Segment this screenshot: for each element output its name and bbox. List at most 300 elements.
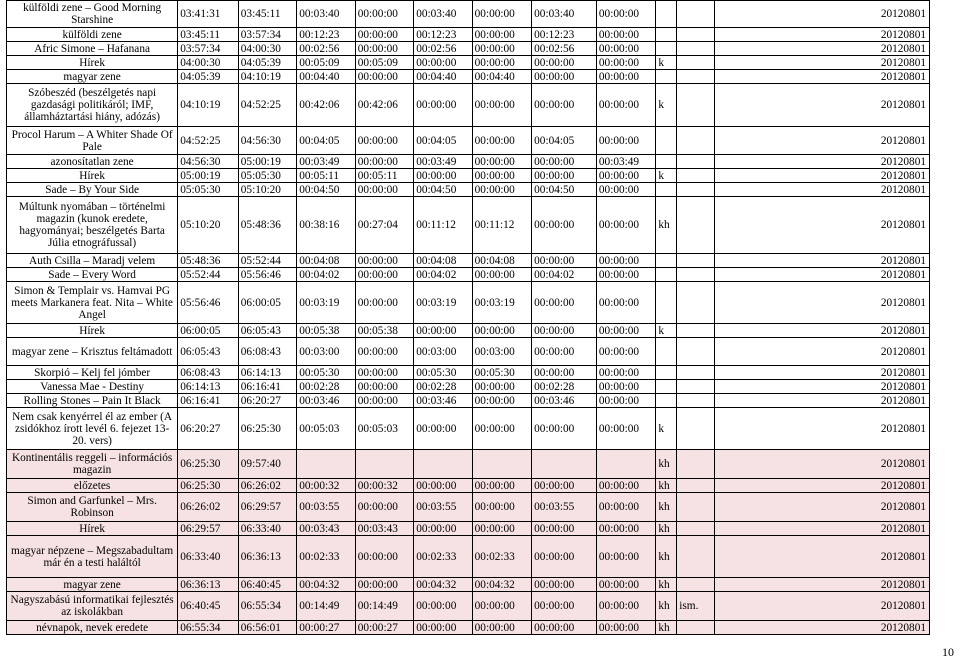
foreign-music-cell: 00:04:50: [532, 183, 597, 197]
duration-cell: 00:03:00: [297, 338, 355, 366]
table-row: [7, 84, 930, 127]
program-title-cell: Hírek: [7, 522, 178, 536]
foreign-music-cell: 00:00:00: [532, 578, 597, 592]
end-time-cell: 06:20:27: [238, 394, 296, 408]
program-title-cell: Sade – By Your Side: [7, 183, 178, 197]
speech-time-cell: 00:14:49: [355, 592, 413, 621]
page-number: 10: [942, 645, 954, 659]
unidentified-music-cell: 00:00:00: [596, 282, 656, 324]
table-row: [7, 324, 930, 338]
speech-time-cell: 00:00:00: [355, 70, 413, 84]
program-title-cell: névnapok, nevek eredete: [7, 621, 178, 635]
hungarian-music-cell: 00:04:40: [472, 70, 532, 84]
foreign-music-cell: 00:12:23: [532, 28, 597, 42]
broadcast-date-cell: 20120801: [714, 592, 929, 621]
start-time-cell: 06:20:27: [178, 408, 239, 450]
table-row: [7, 578, 930, 592]
category-flag-cell: kh: [656, 621, 677, 635]
duration-cell: 00:03:49: [297, 155, 355, 169]
start-time-cell: 05:05:30: [178, 183, 239, 197]
note-cell: [677, 197, 715, 254]
note-cell: [677, 408, 715, 450]
note-cell: [677, 493, 715, 522]
category-flag-cell: kh: [656, 592, 677, 621]
unidentified-music-cell: 00:00:00: [596, 183, 656, 197]
program-title-cell: Rolling Stones – Pain It Black: [7, 394, 178, 408]
hungarian-music-cell: 00:00:00: [472, 155, 532, 169]
hungarian-music-cell: 00:00:00: [472, 127, 532, 155]
speech-time-cell: 00:00:00: [355, 127, 413, 155]
end-time-cell: 03:57:34: [238, 28, 296, 42]
hungarian-music-cell: 00:00:00: [472, 394, 532, 408]
program-title-cell: Procol Harum – A Whiter Shade Of Pale: [7, 127, 178, 155]
program-title-cell: magyar zene: [7, 578, 178, 592]
start-time-cell: 06:25:30: [178, 450, 239, 479]
program-title-cell: azonosítatlan zene: [7, 155, 178, 169]
duration-cell: 00:42:06: [297, 84, 355, 127]
category-flag-cell: kh: [656, 578, 677, 592]
end-time-cell: 06:36:13: [238, 536, 296, 578]
unidentified-music-cell: 00:03:49: [596, 155, 656, 169]
category-flag-cell: kh: [656, 536, 677, 578]
category-flag-cell: kh: [656, 450, 677, 479]
music-time-cell: 00:00:00: [414, 169, 472, 183]
note-cell: [677, 621, 715, 635]
start-time-cell: 06:14:13: [178, 380, 239, 394]
start-time-cell: 05:56:46: [178, 282, 239, 324]
unidentified-music-cell: 00:00:00: [596, 536, 656, 578]
broadcast-date-cell: 20120801: [714, 282, 929, 324]
program-title-cell: magyar zene – Krisztus feltámadott: [7, 338, 178, 366]
music-time-cell: 00:00:00: [414, 56, 472, 70]
duration-cell: 00:05:09: [297, 56, 355, 70]
table-row: [7, 70, 930, 84]
table-row: [7, 56, 930, 70]
duration-cell: 00:03:43: [297, 522, 355, 536]
category-flag-cell: [656, 254, 677, 268]
note-cell: ism.: [677, 592, 715, 621]
end-time-cell: 05:48:36: [238, 197, 296, 254]
hungarian-music-cell: 00:02:33: [472, 536, 532, 578]
hungarian-music-cell: 00:00:00: [472, 522, 532, 536]
unidentified-music-cell: 00:00:00: [596, 268, 656, 282]
unidentified-music-cell: 00:00:00: [596, 338, 656, 366]
program-title-cell: Auth Csilla – Maradj velem: [7, 254, 178, 268]
foreign-music-cell: 00:00:00: [532, 408, 597, 450]
note-cell: [677, 155, 715, 169]
music-time-cell: 00:00:00: [414, 408, 472, 450]
unidentified-music-cell: 00:00:00: [596, 254, 656, 268]
start-time-cell: 06:25:30: [178, 479, 239, 493]
speech-time-cell: 00:00:00: [355, 493, 413, 522]
duration-cell: 00:04:32: [297, 578, 355, 592]
note-cell: [677, 380, 715, 394]
music-time-cell: 00:00:00: [414, 522, 472, 536]
category-flag-cell: kh: [656, 479, 677, 493]
note-cell: [677, 84, 715, 127]
start-time-cell: 06:16:41: [178, 394, 239, 408]
foreign-music-cell: 00:03:46: [532, 394, 597, 408]
start-time-cell: 03:41:31: [178, 1, 239, 28]
program-title-cell: Nagyszabású informatikai fejlesztés az iskolákban: [7, 592, 178, 621]
table-row: [7, 282, 930, 324]
program-title-cell: külföldi zene: [7, 28, 178, 42]
hungarian-music-cell: 00:00:00: [472, 84, 532, 127]
end-time-cell: 04:00:30: [238, 42, 296, 56]
broadcast-date-cell: 20120801: [714, 84, 929, 127]
speech-time-cell: 00:05:03: [355, 408, 413, 450]
hungarian-music-cell: 00:04:32: [472, 578, 532, 592]
unidentified-music-cell: 00:00:00: [596, 522, 656, 536]
broadcast-date-cell: 20120801: [714, 366, 929, 380]
foreign-music-cell: 00:03:40: [532, 1, 597, 28]
start-time-cell: 06:33:40: [178, 536, 239, 578]
start-time-cell: 06:40:45: [178, 592, 239, 621]
foreign-music-cell: 00:00:00: [532, 338, 597, 366]
table-row: [7, 493, 930, 522]
foreign-music-cell: 00:03:55: [532, 493, 597, 522]
speech-time-cell: 00:00:00: [355, 394, 413, 408]
note-cell: [677, 450, 715, 479]
start-time-cell: 05:48:36: [178, 254, 239, 268]
broadcast-date-cell: 20120801: [714, 42, 929, 56]
table-row: [7, 1, 930, 28]
music-time-cell: 00:03:19: [414, 282, 472, 324]
hungarian-music-cell: 00:00:00: [472, 28, 532, 42]
foreign-music-cell: 00:00:00: [532, 324, 597, 338]
broadcast-date-cell: 20120801: [714, 127, 929, 155]
hungarian-music-cell: 00:00:00: [472, 380, 532, 394]
category-flag-cell: k: [656, 84, 677, 127]
foreign-music-cell: 00:00:00: [532, 522, 597, 536]
end-time-cell: 06:16:41: [238, 380, 296, 394]
category-flag-cell: [656, 268, 677, 282]
hungarian-music-cell: 00:03:00: [472, 338, 532, 366]
end-time-cell: 04:52:25: [238, 84, 296, 127]
note-cell: [677, 28, 715, 42]
duration-cell: 00:02:56: [297, 42, 355, 56]
start-time-cell: 03:45:11: [178, 28, 239, 42]
duration-cell: 00:00:32: [297, 479, 355, 493]
duration-cell: 00:02:33: [297, 536, 355, 578]
category-flag-cell: [656, 380, 677, 394]
broadcast-date-cell: 20120801: [714, 70, 929, 84]
unidentified-music-cell: 00:00:00: [596, 42, 656, 56]
unidentified-music-cell: 00:00:00: [596, 380, 656, 394]
duration-cell: 00:04:02: [297, 268, 355, 282]
foreign-music-cell: 00:04:02: [532, 268, 597, 282]
table-row: [7, 380, 930, 394]
foreign-music-cell: [532, 450, 597, 479]
speech-time-cell: 00:00:00: [355, 28, 413, 42]
speech-time-cell: 00:05:38: [355, 324, 413, 338]
category-flag-cell: kh: [656, 522, 677, 536]
broadcast-date-cell: 20120801: [714, 324, 929, 338]
music-time-cell: 00:03:55: [414, 493, 472, 522]
table-row: [7, 338, 930, 366]
start-time-cell: 04:05:39: [178, 70, 239, 84]
unidentified-music-cell: [596, 450, 656, 479]
category-flag-cell: [656, 394, 677, 408]
start-time-cell: 06:36:13: [178, 578, 239, 592]
speech-time-cell: 00:00:00: [355, 1, 413, 28]
start-time-cell: 06:26:02: [178, 493, 239, 522]
duration-cell: 00:03:19: [297, 282, 355, 324]
note-cell: [677, 183, 715, 197]
speech-time-cell: 00:00:00: [355, 536, 413, 578]
music-time-cell: 00:03:46: [414, 394, 472, 408]
broadcast-date-cell: 20120801: [714, 254, 929, 268]
hungarian-music-cell: 00:00:00: [472, 42, 532, 56]
category-flag-cell: [656, 183, 677, 197]
speech-time-cell: 00:00:00: [355, 268, 413, 282]
program-title-cell: magyar népzene – Megszabadultam már én a testi haláltól: [7, 536, 178, 578]
speech-time-cell: 00:00:27: [355, 621, 413, 635]
music-time-cell: 00:00:00: [414, 621, 472, 635]
end-time-cell: 06:33:40: [238, 522, 296, 536]
category-flag-cell: [656, 1, 677, 28]
music-time-cell: 00:04:08: [414, 254, 472, 268]
speech-time-cell: 00:00:00: [355, 380, 413, 394]
start-time-cell: 04:10:19: [178, 84, 239, 127]
music-time-cell: 00:03:40: [414, 1, 472, 28]
program-title-cell: Simon & Templair vs. Hamvai PG meets Markanera feat. Nita – White Angel: [7, 282, 178, 324]
program-title-cell: Skorpió – Kelj fel jómber: [7, 366, 178, 380]
music-time-cell: [414, 450, 472, 479]
table-row: [7, 592, 930, 621]
broadcast-date-cell: 20120801: [714, 155, 929, 169]
speech-time-cell: 00:00:00: [355, 155, 413, 169]
program-title-cell: előzetes: [7, 479, 178, 493]
hungarian-music-cell: 00:00:00: [472, 183, 532, 197]
end-time-cell: 06:14:13: [238, 366, 296, 380]
speech-time-cell: 00:00:32: [355, 479, 413, 493]
table-row: [7, 268, 930, 282]
foreign-music-cell: 00:00:00: [532, 70, 597, 84]
unidentified-music-cell: 00:00:00: [596, 324, 656, 338]
start-time-cell: 06:29:57: [178, 522, 239, 536]
speech-time-cell: 00:00:00: [355, 183, 413, 197]
table-row: [7, 394, 930, 408]
program-title-cell: Kontinentális reggeli – információs magazin: [7, 450, 178, 479]
table-row: [7, 450, 930, 479]
music-time-cell: 00:12:23: [414, 28, 472, 42]
speech-time-cell: 00:42:06: [355, 84, 413, 127]
duration-cell: 00:05:38: [297, 324, 355, 338]
program-title-cell: Szóbeszéd (beszélgetés napi gazdasági politikáról; IMF, államháztartási hiány, adózás): [7, 84, 178, 127]
hungarian-music-cell: 00:00:00: [472, 493, 532, 522]
music-time-cell: 00:00:00: [414, 324, 472, 338]
speech-time-cell: 00:00:00: [355, 282, 413, 324]
duration-cell: 00:03:46: [297, 394, 355, 408]
duration-cell: 00:05:03: [297, 408, 355, 450]
unidentified-music-cell: 00:00:00: [596, 70, 656, 84]
broadcast-date-cell: 20120801: [714, 28, 929, 42]
unidentified-music-cell: 00:00:00: [596, 592, 656, 621]
program-title-cell: Hírek: [7, 324, 178, 338]
unidentified-music-cell: 00:00:00: [596, 394, 656, 408]
hungarian-music-cell: 00:00:00: [472, 479, 532, 493]
broadcast-date-cell: 20120801: [714, 268, 929, 282]
foreign-music-cell: 00:00:00: [532, 84, 597, 127]
broadcast-date-cell: 20120801: [714, 450, 929, 479]
table-row: [7, 197, 930, 254]
hungarian-music-cell: 00:00:00: [472, 621, 532, 635]
duration-cell: 00:04:50: [297, 183, 355, 197]
unidentified-music-cell: 00:00:00: [596, 578, 656, 592]
category-flag-cell: [656, 338, 677, 366]
table-row: [7, 536, 930, 578]
category-flag-cell: k: [656, 408, 677, 450]
foreign-music-cell: 00:00:00: [532, 169, 597, 183]
end-time-cell: 04:56:30: [238, 127, 296, 155]
foreign-music-cell: 00:00:00: [532, 479, 597, 493]
unidentified-music-cell: 00:00:00: [596, 493, 656, 522]
hungarian-music-cell: 00:03:19: [472, 282, 532, 324]
note-cell: [677, 268, 715, 282]
speech-time-cell: 00:27:04: [355, 197, 413, 254]
foreign-music-cell: 00:00:00: [532, 254, 597, 268]
category-flag-cell: k: [656, 324, 677, 338]
unidentified-music-cell: 00:00:00: [596, 28, 656, 42]
duration-cell: 00:02:28: [297, 380, 355, 394]
category-flag-cell: [656, 70, 677, 84]
foreign-music-cell: 00:00:00: [532, 155, 597, 169]
speech-time-cell: 00:00:00: [355, 42, 413, 56]
foreign-music-cell: 00:00:00: [532, 536, 597, 578]
start-time-cell: 05:52:44: [178, 268, 239, 282]
foreign-music-cell: 00:04:05: [532, 127, 597, 155]
music-time-cell: 00:03:00: [414, 338, 472, 366]
note-cell: [677, 394, 715, 408]
note-cell: [677, 479, 715, 493]
hungarian-music-cell: 00:00:00: [472, 324, 532, 338]
music-time-cell: 00:00:00: [414, 479, 472, 493]
end-time-cell: 06:40:45: [238, 578, 296, 592]
category-flag-cell: [656, 155, 677, 169]
music-time-cell: 00:04:32: [414, 578, 472, 592]
program-title-cell: Sade – Every Word: [7, 268, 178, 282]
program-title-cell: külföldi zene – Good Morning Starshine: [7, 1, 178, 28]
table-row: [7, 127, 930, 155]
speech-time-cell: 00:00:00: [355, 578, 413, 592]
table-row: [7, 366, 930, 380]
end-time-cell: 06:08:43: [238, 338, 296, 366]
end-time-cell: 05:56:46: [238, 268, 296, 282]
broadcast-date-cell: 20120801: [714, 493, 929, 522]
table-row: [7, 522, 930, 536]
category-flag-cell: kh: [656, 197, 677, 254]
unidentified-music-cell: 00:00:00: [596, 127, 656, 155]
table-row: [7, 254, 930, 268]
end-time-cell: 06:00:05: [238, 282, 296, 324]
broadcast-date-cell: 20120801: [714, 408, 929, 450]
broadcast-date-cell: 20120801: [714, 56, 929, 70]
hungarian-music-cell: 00:00:00: [472, 592, 532, 621]
start-time-cell: 06:08:43: [178, 366, 239, 380]
program-title-cell: Simon and Garfunkel – Mrs. Robinson: [7, 493, 178, 522]
broadcast-date-cell: 20120801: [714, 536, 929, 578]
table-row: [7, 621, 930, 635]
program-title-cell: Afric Simone – Hafanana: [7, 42, 178, 56]
hungarian-music-cell: 00:11:12: [472, 197, 532, 254]
hungarian-music-cell: [472, 450, 532, 479]
music-time-cell: 00:02:33: [414, 536, 472, 578]
broadcast-date-cell: 20120801: [714, 197, 929, 254]
start-time-cell: 04:52:25: [178, 127, 239, 155]
category-flag-cell: [656, 127, 677, 155]
duration-cell: 00:38:16: [297, 197, 355, 254]
end-time-cell: 04:10:19: [238, 70, 296, 84]
duration-cell: 00:04:08: [297, 254, 355, 268]
end-time-cell: 05:00:19: [238, 155, 296, 169]
broadcast-date-cell: 20120801: [714, 338, 929, 366]
speech-time-cell: 00:03:43: [355, 522, 413, 536]
end-time-cell: 03:45:11: [238, 1, 296, 28]
end-time-cell: 09:57:40: [238, 450, 296, 479]
program-title-cell: Hírek: [7, 56, 178, 70]
unidentified-music-cell: 00:00:00: [596, 197, 656, 254]
hungarian-music-cell: 00:00:00: [472, 56, 532, 70]
music-time-cell: 00:04:02: [414, 268, 472, 282]
hungarian-music-cell: 00:00:00: [472, 169, 532, 183]
unidentified-music-cell: 00:00:00: [596, 479, 656, 493]
duration-cell: 00:00:27: [297, 621, 355, 635]
table-row: [7, 408, 930, 450]
hungarian-music-cell: 00:00:00: [472, 1, 532, 28]
schedule-table: [6, 0, 930, 635]
start-time-cell: 06:05:43: [178, 338, 239, 366]
category-flag-cell: [656, 42, 677, 56]
note-cell: [677, 282, 715, 324]
program-title-cell: magyar zene: [7, 70, 178, 84]
duration-cell: 00:05:30: [297, 366, 355, 380]
broadcast-date-cell: 20120801: [714, 1, 929, 28]
duration-cell: 00:03:40: [297, 1, 355, 28]
hungarian-music-cell: 00:00:00: [472, 268, 532, 282]
broadcast-date-cell: 20120801: [714, 522, 929, 536]
category-flag-cell: [656, 28, 677, 42]
duration-cell: 00:14:49: [297, 592, 355, 621]
duration-cell: 00:04:05: [297, 127, 355, 155]
broadcast-date-cell: 20120801: [714, 394, 929, 408]
start-time-cell: 05:10:20: [178, 197, 239, 254]
table-row: [7, 42, 930, 56]
start-time-cell: 06:55:34: [178, 621, 239, 635]
speech-time-cell: 00:00:00: [355, 338, 413, 366]
hungarian-music-cell: 00:04:08: [472, 254, 532, 268]
end-time-cell: 05:05:30: [238, 169, 296, 183]
music-time-cell: 00:00:00: [414, 84, 472, 127]
unidentified-music-cell: 00:00:00: [596, 408, 656, 450]
foreign-music-cell: 00:00:00: [532, 56, 597, 70]
note-cell: [677, 127, 715, 155]
end-time-cell: 06:29:57: [238, 493, 296, 522]
foreign-music-cell: 00:00:00: [532, 592, 597, 621]
unidentified-music-cell: 00:00:00: [596, 366, 656, 380]
duration-cell: 00:05:11: [297, 169, 355, 183]
broadcast-date-cell: 20120801: [714, 621, 929, 635]
end-time-cell: 06:56:01: [238, 621, 296, 635]
music-time-cell: 00:04:50: [414, 183, 472, 197]
category-flag-cell: k: [656, 56, 677, 70]
music-time-cell: 00:04:40: [414, 70, 472, 84]
unidentified-music-cell: 00:00:00: [596, 56, 656, 70]
end-time-cell: 05:52:44: [238, 254, 296, 268]
end-time-cell: 06:26:02: [238, 479, 296, 493]
category-flag-cell: kh: [656, 493, 677, 522]
start-time-cell: 04:56:30: [178, 155, 239, 169]
